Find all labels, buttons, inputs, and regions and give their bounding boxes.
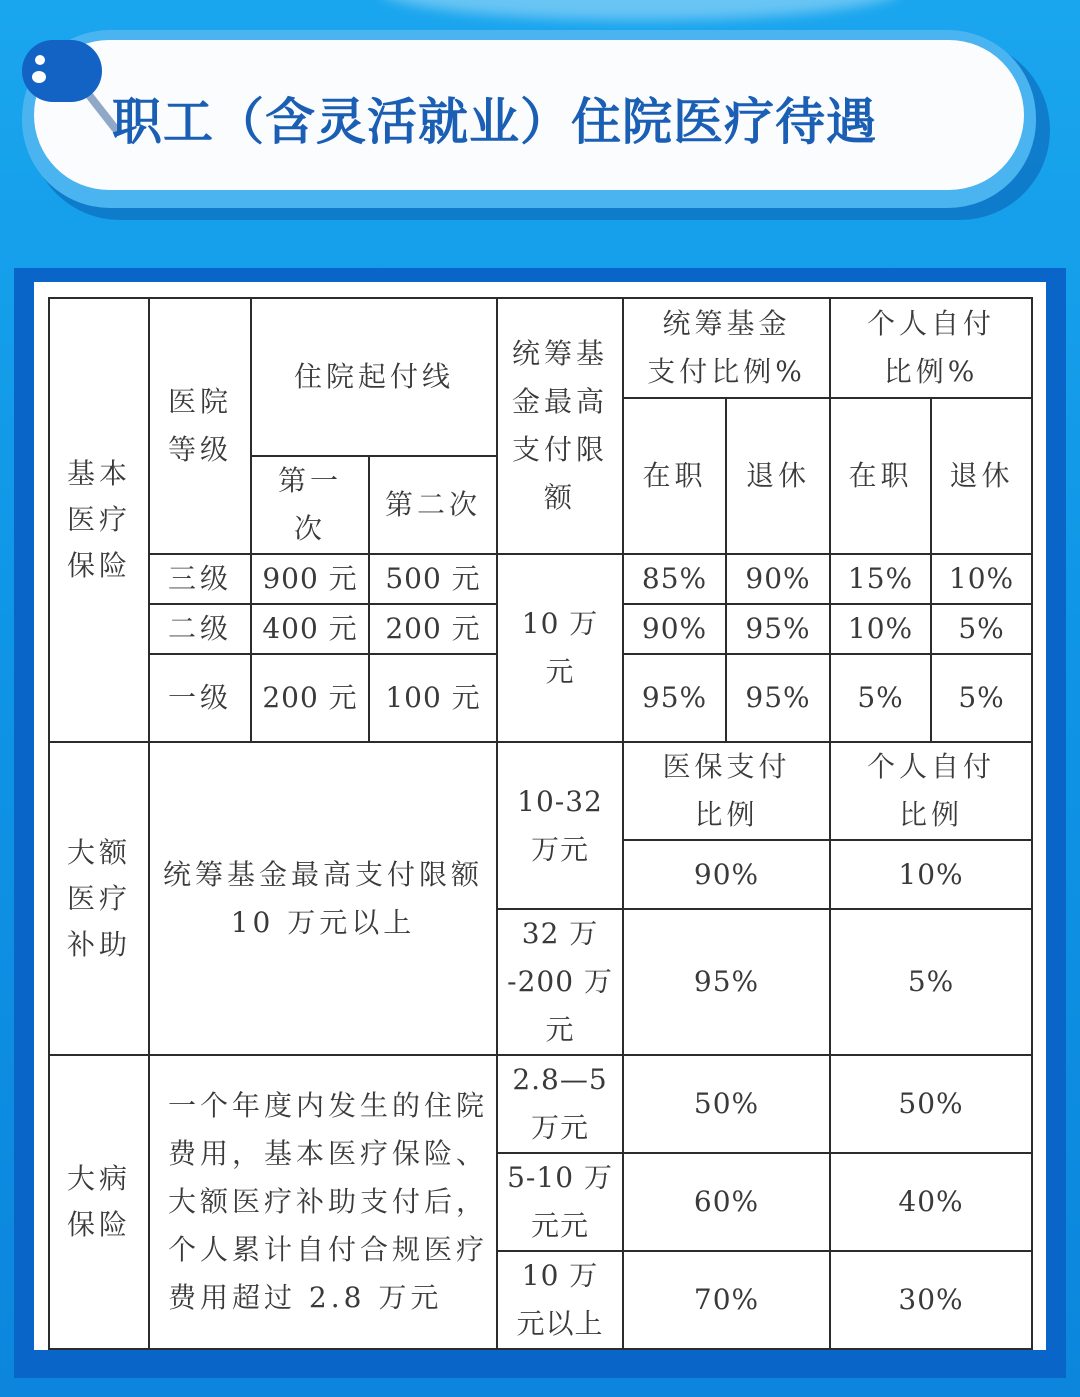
self-pay-cell: 30% <box>830 1251 1032 1349</box>
insurance-pay-cell: 50% <box>623 1055 830 1153</box>
col-max-limit: 统筹基 金最高 支付限 额 <box>497 298 623 554</box>
range-cell: 10-32 万元 <box>497 742 623 909</box>
major-desc: 统筹基金最高支付限额 10 万元以上 <box>149 742 497 1055</box>
range-cell: 2.8—5 万元 <box>497 1055 623 1153</box>
page-title: 职工（含灵活就业）住院医疗待遇 <box>112 93 877 151</box>
col-insurance-pay: 医保支付 比例 <box>623 742 830 840</box>
col-self-retired: 退休 <box>931 398 1032 554</box>
first-threshold-cell: 200 元 <box>251 654 369 742</box>
col-self-pay: 个人自付 比例 <box>830 742 1032 840</box>
self-employed-cell: 5% <box>830 654 931 742</box>
col-hospital-grade: 医院 等级 <box>149 298 251 554</box>
col-self-employed: 在职 <box>830 398 931 554</box>
max-limit-value: 10 万 元 <box>497 554 623 742</box>
pin-icon <box>22 40 102 102</box>
table-row <box>49 554 1032 604</box>
table-row <box>49 1055 1032 1153</box>
second-threshold-cell: 500 元 <box>369 554 497 604</box>
self-retired-cell: 10% <box>931 554 1032 604</box>
fund-employed-cell: 90% <box>623 604 726 654</box>
grade-cell: 一级 <box>149 654 251 742</box>
fund-employed-cell: 85% <box>623 554 726 604</box>
insurance-pay-cell: 95% <box>623 909 830 1055</box>
grade-cell: 三级 <box>149 554 251 604</box>
self-retired-cell: 5% <box>931 604 1032 654</box>
fund-retired-cell: 95% <box>726 654 830 742</box>
first-threshold-cell: 900 元 <box>251 554 369 604</box>
section-basic-label: 基本 医疗 保险 <box>49 298 149 742</box>
insurance-pay-cell: 70% <box>623 1251 830 1349</box>
second-threshold-cell: 100 元 <box>369 654 497 742</box>
self-pay-cell: 50% <box>830 1055 1032 1153</box>
fund-retired-cell: 90% <box>726 554 830 604</box>
self-pay-cell: 40% <box>830 1153 1032 1251</box>
self-pay-cell: 5% <box>830 909 1032 1055</box>
fund-retired-cell: 95% <box>726 604 830 654</box>
range-cell: 5-10 万 元元 <box>497 1153 623 1251</box>
col-second-time: 第二次 <box>369 456 497 554</box>
insurance-pay-cell: 60% <box>623 1153 830 1251</box>
fund-employed-cell: 95% <box>623 654 726 742</box>
col-first-time: 第一 次 <box>251 456 369 554</box>
col-fund-ratio: 统筹基金 支付比例% <box>623 298 830 398</box>
col-fund-retired: 退休 <box>726 398 830 554</box>
col-threshold: 住院起付线 <box>251 298 497 456</box>
grade-cell: 二级 <box>149 604 251 654</box>
benefits-table <box>48 297 1033 1350</box>
self-pay-cell: 10% <box>830 840 1032 909</box>
col-fund-employed: 在职 <box>623 398 726 554</box>
insurance-pay-cell: 90% <box>623 840 830 909</box>
serious-desc: 一个年度内发生的住院 费用，基本医疗保险、 大额医疗补助支付后， 个人累计自付合规医疗 费用超过 2.8 万元 <box>149 1055 497 1349</box>
self-employed-cell: 10% <box>830 604 931 654</box>
header-glow <box>380 0 900 20</box>
self-employed-cell: 15% <box>830 554 931 604</box>
range-cell: 32 万 -200 万 元 <box>497 909 623 1055</box>
first-threshold-cell: 400 元 <box>251 604 369 654</box>
second-threshold-cell: 200 元 <box>369 604 497 654</box>
range-cell: 10 万 元以上 <box>497 1251 623 1349</box>
section-serious-label: 大病 保险 <box>49 1055 149 1349</box>
col-self-ratio: 个人自付 比例% <box>830 298 1032 398</box>
self-retired-cell: 5% <box>931 654 1032 742</box>
section-major-label: 大额 医疗 补助 <box>49 742 149 1055</box>
